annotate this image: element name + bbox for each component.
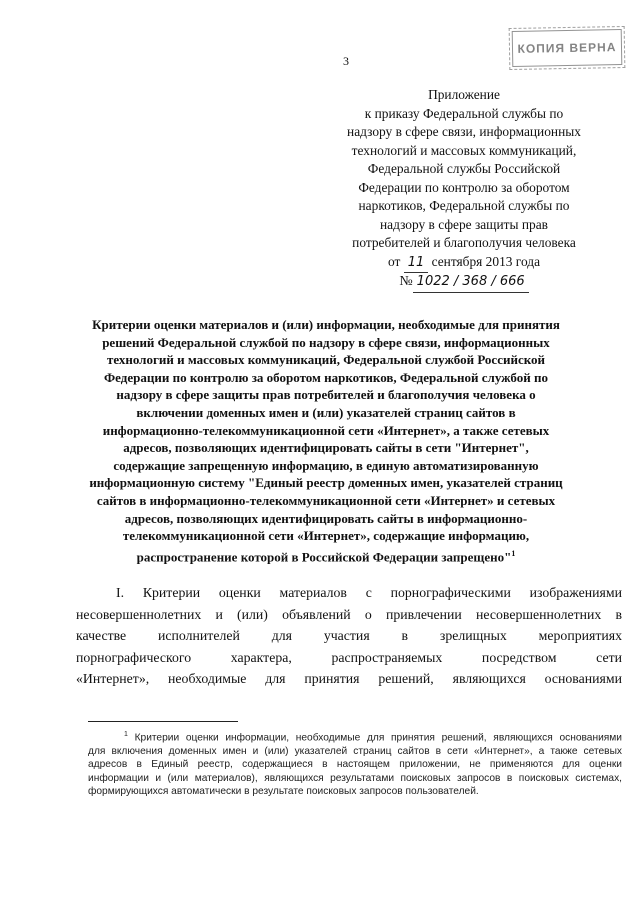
- title-line: содержащие запрещенную информацию, в единую автоматизированную: [113, 457, 539, 473]
- appendix-line: к приказу Федеральной службы по: [364, 105, 564, 121]
- footnote-line: для включения доменных имен и (или) указателей страниц сайтов в сети «Интернет», а также сетевых: [88, 745, 622, 757]
- appendix-line: Федерации по контролю за оборотом: [358, 179, 570, 195]
- title-line: Федерации по контролю за оборотом наркотиков, Федеральной службой по: [104, 369, 548, 385]
- footnote-line: Критерии оценки информации, необходимые для принятия решений, являющихся основаниями: [134, 732, 622, 744]
- appendix-line: Федеральной службы Российской: [367, 161, 561, 176]
- footnote-line: адресов в Единый реестр, содержащиеся в настоящем приложении, не применяются для оценки: [88, 759, 622, 771]
- appendix-line: технологий и массовых коммуникаций,: [351, 142, 577, 158]
- order-number-handwritten: 1022 / 368 / 666: [413, 273, 529, 293]
- footnote: [88, 728, 622, 798]
- paragraph-line: качестве исполнителей для участия в зрелищных мероприятиях: [76, 628, 622, 644]
- footnote-line: формирующихся автоматически в результате поисковых запросов пользователей.: [88, 786, 479, 798]
- title-line-last: [76, 545, 576, 566]
- title-line: технологий и массовых коммуникаций, Федеральной службой Российской: [106, 352, 546, 368]
- copy-certified-stamp: КОПИЯ ВЕРНА: [512, 29, 623, 67]
- order-date: [314, 253, 614, 274]
- title-line: адресов, позволяющих идентифицировать сайты в информационно-: [124, 510, 528, 526]
- title-line: решений Федеральной службой по надзору в сфере связи, информационных: [102, 334, 550, 350]
- appendix-line: надзору в сфере связи, информационных: [347, 124, 581, 139]
- appendix-line: наркотиков, Федеральной службы по: [358, 198, 570, 213]
- section-1-paragraph: [76, 582, 622, 690]
- date-day-handwritten: 11: [404, 254, 429, 274]
- title-line: надзору в сфере защиты прав потребителей и благополучия человека о: [116, 387, 536, 403]
- order-number: [314, 273, 614, 293]
- title-line: сайтов в информационно-телекоммуникационной сети «Интернет» и сетевых: [96, 492, 556, 508]
- title-line: Критерии оценки материалов и (или) информации, необходимые для принятия: [92, 317, 560, 332]
- title-line: включении доменных имен и (или) указателей страниц сайтов в: [136, 404, 516, 420]
- number-prefix: №: [399, 274, 413, 289]
- page-number: 3: [343, 54, 349, 68]
- footnote-line: информации и (или материалов), являющихся результатами поисковых запросов в поисковых системах,: [88, 772, 622, 784]
- title-line: информационно-телекоммуникационной сети «Интернет», а также сетевых: [102, 422, 550, 438]
- appendix-line: потребителей и благополучия человека: [352, 235, 576, 250]
- footnote-divider: [88, 721, 238, 722]
- date-prefix: от: [387, 253, 401, 269]
- footnote-reference: 1: [511, 548, 516, 558]
- title-line: распространение которой в Российской Федерации запрещено": [136, 549, 512, 565]
- paragraph-line: несовершеннолетних и (или) объявлений о привлечении несовершеннолетних в: [76, 606, 622, 622]
- appendix-line: надзору в сфере защиты прав: [380, 216, 548, 232]
- paragraph-line: порнографического характера, распространяемых посредством сети: [76, 649, 622, 665]
- document-title: [76, 316, 576, 566]
- appendix-line: Приложение: [428, 87, 500, 102]
- footnote-line-first: [88, 728, 622, 745]
- title-line: телекоммуникационной сети «Интернет», содержащие информацию,: [122, 528, 530, 544]
- paragraph-line: I. Критерии оценки материалов с порнографическими изображениями: [116, 585, 622, 600]
- title-line: адресов, позволяющих идентифицировать сайты в сети "Интернет",: [123, 440, 529, 456]
- paragraph-line: «Интернет», необходимые для принятия решений, являющихся основаниями: [76, 671, 622, 687]
- footnote-marker: 1: [124, 731, 128, 738]
- appendix-header: [314, 86, 614, 293]
- title-line: информационную систему "Единый реестр доменных имен, указателей страниц: [89, 475, 563, 491]
- date-rest: сентября 2013 года: [431, 253, 541, 269]
